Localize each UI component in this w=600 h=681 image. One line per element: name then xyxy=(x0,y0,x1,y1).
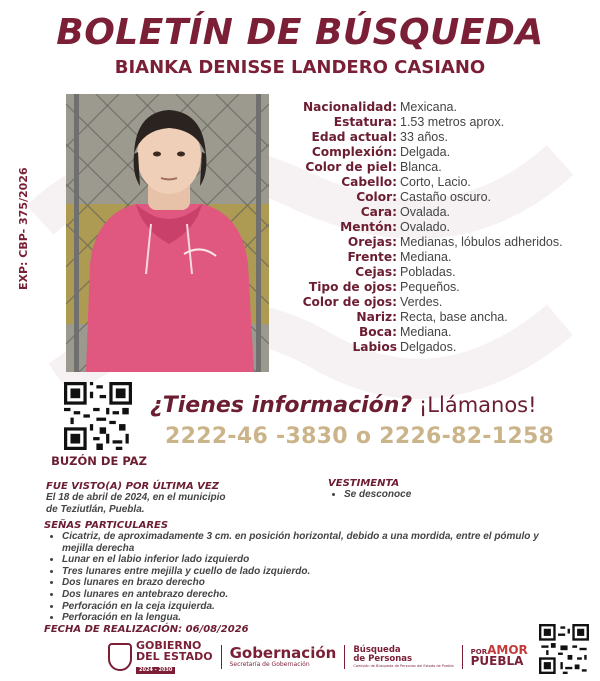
detail-label: Color de piel: xyxy=(305,160,397,174)
detail-row xyxy=(276,115,576,130)
gobernacion-subtext: Secretaría de Gobernación xyxy=(229,660,310,668)
detail-row xyxy=(276,145,576,160)
gobierno-line1: GOBIERNO xyxy=(136,639,202,652)
photo-illustration xyxy=(66,94,269,372)
detail-row xyxy=(276,205,576,220)
detail-row xyxy=(276,310,576,325)
detail-value: Delgados. xyxy=(400,340,457,354)
detail-label: Color de ojos: xyxy=(302,295,397,309)
detail-row xyxy=(276,280,576,295)
gobierno-line2: DEL ESTADO xyxy=(136,650,213,663)
detail-row xyxy=(276,190,576,205)
detail-value: Recta, base ancha. xyxy=(400,310,508,324)
detail-value: Mexicana. xyxy=(400,100,457,114)
buzon-label: BUZÓN DE PAZ xyxy=(51,454,147,468)
detail-label: Labios xyxy=(352,340,397,354)
buzon-qr-code[interactable] xyxy=(64,382,132,450)
mark-item: • Cicatriz, de aproximadamente 3 cm. en posición horizontal, debido a una mordida, entre el pómulo y mejilla derecha xyxy=(62,531,554,554)
detail-label: Boca: xyxy=(359,325,397,339)
detail-label: Tipo de ojos: xyxy=(308,280,397,294)
busqueda-line1: Búsqueda xyxy=(353,645,401,655)
detail-label: Mentón: xyxy=(340,220,397,234)
physical-description xyxy=(276,100,576,355)
amor-por: POR xyxy=(470,648,488,656)
detail-value: Delgada. xyxy=(400,145,451,159)
phone-numbers[interactable]: 2222-46 -3830 o 2226-82-1258 xyxy=(165,424,555,449)
detail-label: Edad actual: xyxy=(311,130,397,144)
detail-value: Ovalado. xyxy=(400,220,451,234)
detail-row xyxy=(276,325,576,340)
amor-puebla: PUEBLA xyxy=(470,654,524,668)
detail-row xyxy=(276,295,576,310)
busqueda-line2: de Personas xyxy=(353,654,413,664)
detail-value: Ovalada. xyxy=(400,205,451,219)
detail-label: Complexión: xyxy=(311,145,397,159)
bulletin-title: BOLETÍN DE BÚSQUEDA xyxy=(56,12,544,53)
detail-row xyxy=(276,160,576,175)
detail-value: 33 años. xyxy=(400,130,448,144)
por-amor-logo xyxy=(470,643,528,668)
detail-row xyxy=(276,235,576,250)
gobernacion-logo xyxy=(229,643,337,669)
last-seen-line: El 18 de abril de 2024, en el municipio xyxy=(46,492,226,503)
gobierno-logo xyxy=(108,640,213,674)
clothing-section xyxy=(328,478,568,501)
detail-value: Pobladas. xyxy=(400,265,456,279)
detail-value: Corto, Lacio. xyxy=(400,175,471,189)
amor-amor: AMOR xyxy=(487,643,528,657)
cta-question: ¿Tienes información? xyxy=(150,393,413,418)
detail-row xyxy=(276,250,576,265)
detail-label: Cabello: xyxy=(341,175,397,189)
last-seen-section xyxy=(46,481,286,516)
detail-label: Nacionalidad: xyxy=(302,100,397,114)
gobernacion-text: Gobernación xyxy=(229,643,337,662)
busqueda-subtext: Comisión de Búsqueda de Personas del Estado de Puebla xyxy=(353,664,454,668)
detail-value: Castaño oscuro. xyxy=(400,190,492,204)
gobierno-years: 2024 - 2030 xyxy=(136,667,175,674)
detail-row xyxy=(276,340,576,355)
person-photo xyxy=(66,94,269,372)
footer-divider xyxy=(462,645,463,669)
creation-date: FECHA DE REALIZACIÓN: 06/08/2026 xyxy=(44,624,249,635)
last-seen-label: FUE VISTO(A) POR ÚLTIMA VEZ xyxy=(46,481,219,492)
detail-label: Estatura: xyxy=(333,115,397,129)
detail-row xyxy=(276,265,576,280)
detail-label: Cara: xyxy=(360,205,397,219)
state-seal-icon xyxy=(108,643,132,671)
detail-label: Orejas: xyxy=(347,235,397,249)
detail-value: 1.53 metros aprox. xyxy=(400,115,505,129)
mark-item: • Dos lunares en antebrazo derecho. xyxy=(62,589,554,601)
mark-item: • Perforación en la lengua. xyxy=(62,612,554,624)
detail-value: Mediana. xyxy=(400,325,452,339)
last-seen-line: de Teziutlán, Puebla. xyxy=(46,504,145,515)
detail-label: Cejas: xyxy=(355,265,397,279)
detail-label: Color: xyxy=(356,190,397,204)
detail-label: Nariz: xyxy=(356,310,397,324)
detail-row xyxy=(276,100,576,115)
mark-item: • Dos lunares en brazo derecho xyxy=(62,577,554,589)
expediente-number: EXP: CBP- 375/2026 xyxy=(17,167,30,290)
clothing-item: • Se desconoce xyxy=(344,489,568,501)
detail-value: Medianas, lóbulos adheridos. xyxy=(400,235,563,249)
cta-call: ¡Llámanos! xyxy=(412,393,537,417)
detail-value: Blanca. xyxy=(400,160,442,174)
detail-row xyxy=(276,220,576,235)
footer-divider xyxy=(344,645,345,669)
clothing-label: VESTIMENTA xyxy=(328,478,400,489)
mark-item: • Perforación en la ceja izquierda. xyxy=(62,601,554,613)
detail-value: Pequeños. xyxy=(400,280,460,294)
distinguishing-marks-section xyxy=(44,520,554,624)
detail-label: Frente: xyxy=(347,250,397,264)
marks-label: SEÑAS PARTICULARES xyxy=(44,520,169,531)
footer-logos xyxy=(108,640,528,674)
detail-value: Mediana. xyxy=(400,250,452,264)
person-name: BIANKA DENISSE LANDERO CASIANO xyxy=(114,57,486,78)
footer-qr-code[interactable] xyxy=(539,624,589,674)
detail-value: Verdes. xyxy=(400,295,443,309)
footer-divider xyxy=(221,645,222,669)
detail-row xyxy=(276,130,576,145)
call-to-action xyxy=(150,393,537,418)
busqueda-logo xyxy=(353,646,453,668)
detail-row xyxy=(276,175,576,190)
mark-item: • Tres lunares entre mejilla y cuello de lado izquierdo. xyxy=(62,566,554,578)
mark-item: • Lunar en el labio inferior lado izquierdo xyxy=(62,554,554,566)
